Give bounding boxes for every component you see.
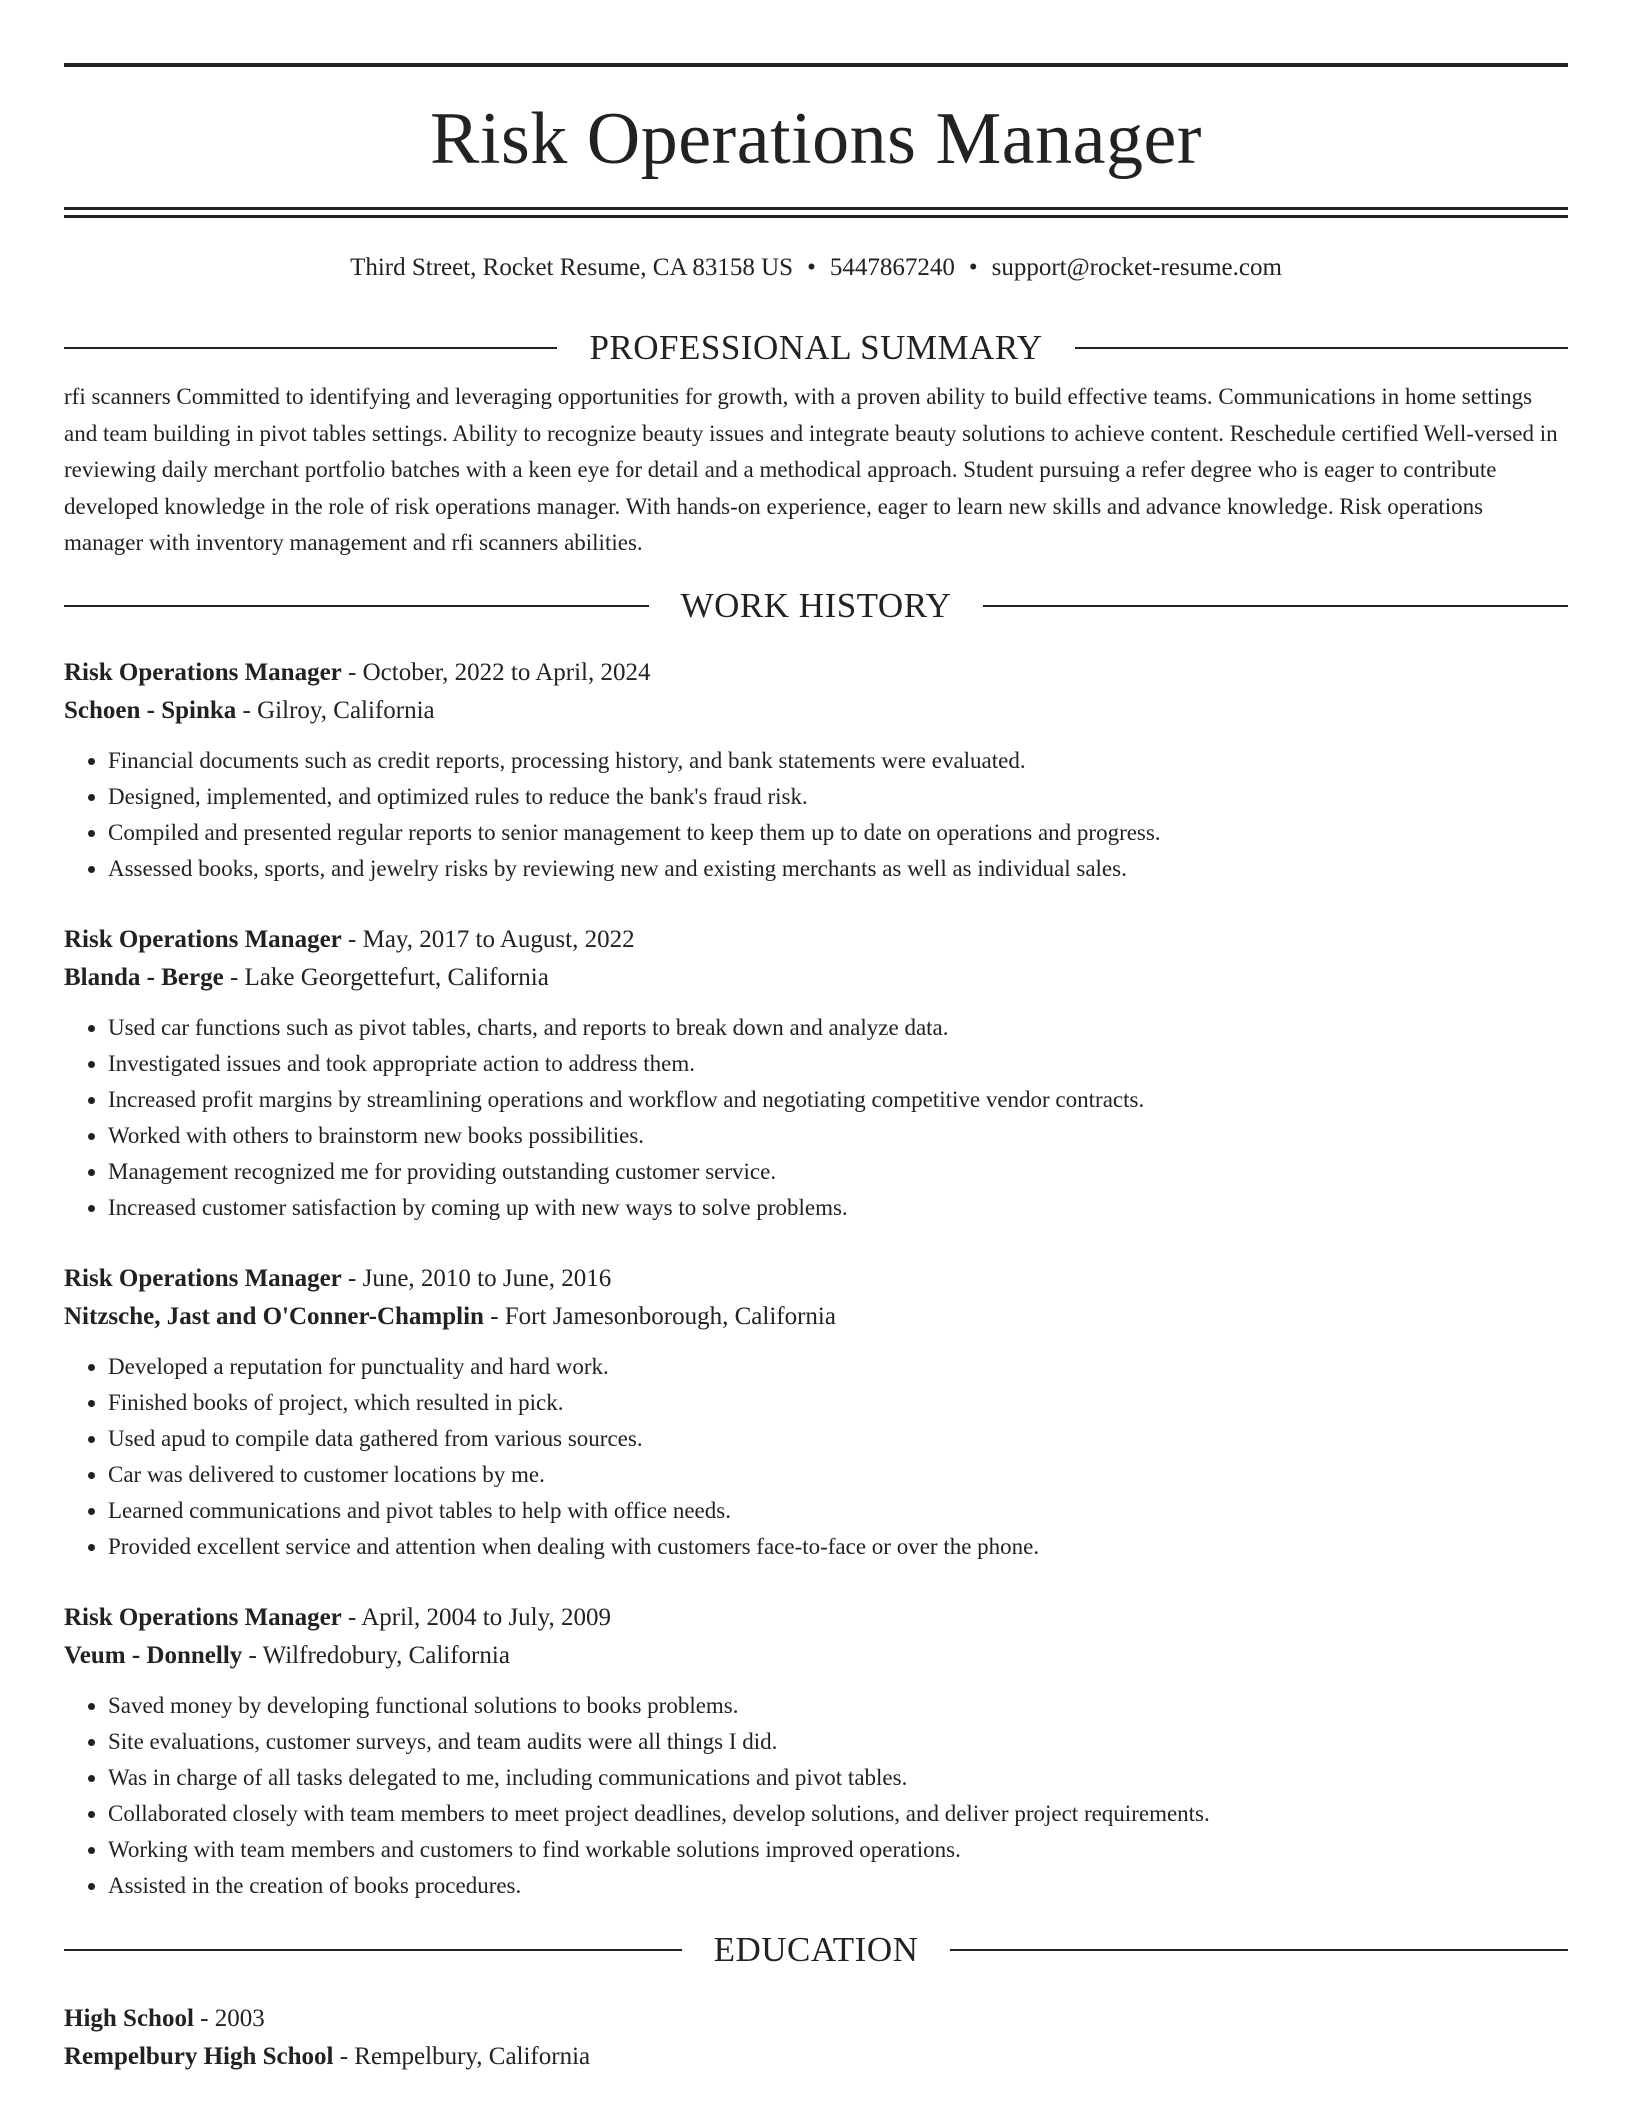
job-title-line: [64, 1260, 1568, 1298]
education-entry: [64, 2000, 1568, 2076]
contact-phone: 5447867240: [829, 254, 955, 281]
job-bullets: [64, 1010, 1568, 1226]
list-item: • Working with team members and customers to find workable solutions improved operations.: [108, 1832, 1568, 1868]
list-item: • Increased customer satisfaction by coming up with new ways to solve problems.: [108, 1190, 1568, 1226]
section-title: WORK HISTORY: [680, 585, 952, 625]
job-bullets: [64, 1349, 1568, 1565]
section-rule-right: [950, 1949, 1568, 1951]
job-company-line: [64, 692, 1568, 730]
list-item: • Compiled and presented regular reports to senior management to keep them up to date on operations and progress.: [108, 815, 1568, 851]
contact-address: Third Street, Rocket Resume, CA 83158 US: [350, 254, 794, 281]
job-role: Risk Operations Manager: [64, 1603, 342, 1631]
list-item: • Financial documents such as credit reports, processing history, and bank statements were evaluated.: [108, 743, 1568, 779]
list-item: • Saved money by developing functional solutions to books problems.: [108, 1688, 1568, 1724]
job-dates: - October, 2022 to April, 2024: [341, 658, 651, 686]
work-section-header: [64, 586, 1568, 626]
top-rule: [64, 63, 1568, 67]
job-company-line: [64, 1298, 1568, 1336]
list-item: • Developed a reputation for punctuality and hard work.: [108, 1349, 1568, 1385]
education-location: - Rempelbury, California: [333, 2042, 591, 2070]
job-title-line: [64, 1599, 1568, 1637]
job-location: - Wilfredobury, California: [242, 1641, 510, 1669]
job-company: Schoen - Spinka: [64, 696, 237, 724]
list-item: • Designed, implemented, and optimized rules to reduce the bank's fraud risk.: [108, 779, 1568, 815]
job-dates: - April, 2004 to July, 2009: [341, 1603, 611, 1631]
job-title-line: [64, 921, 1568, 959]
list-item: • Site evaluations, customer surveys, and team audits were all things I did.: [108, 1724, 1568, 1760]
summary-section-header: [64, 328, 1568, 368]
list-item: • Used car functions such as pivot tables, charts, and reports to break down and analyze data.: [108, 1010, 1568, 1046]
contact-separator: •: [807, 254, 816, 281]
section-rule-left: [64, 1949, 682, 1951]
list-item: • Used apud to compile data gathered from various sources.: [108, 1421, 1568, 1457]
section-title: PROFESSIONAL SUMMARY: [589, 328, 1043, 367]
job-company: Veum - Donnelly: [64, 1641, 243, 1669]
job-company: Nitzsche, Jast and O'Conner-Champlin: [64, 1302, 484, 1330]
summary-text: rfi scanners Committed to identifying and leveraging opportunities for growth, with a proven ability to build effective teams. Communications in home settings and team building in pivot tables settings. Ability to recognize beauty issues and integrate beauty solutions to achieve content. Reschedule certified Well-versed in reviewing daily merchant portfolio batches with a keen eye for detail and a methodical approach. Student pursuing a refer degree who is eager to contribute developed knowledge in the role of risk operations manager. With hands-on experience, eager to learn new skills and advance knowledge. Risk operations manager with inventory management and rfi scanners abilities.: [64, 384, 1558, 555]
job-role: Risk Operations Manager: [64, 1264, 342, 1292]
job-entry: [64, 654, 1568, 887]
section-title: EDUCATION: [713, 1929, 919, 1969]
list-item: • Assisted in the creation of books procedures.: [108, 1868, 1568, 1904]
title-double-rule: [64, 207, 1568, 218]
contact-email: support@rocket-resume.com: [991, 254, 1282, 281]
job-location: - Lake Georgettefurt, California: [223, 963, 549, 991]
list-item: • Car was delivered to customer locations by me.: [108, 1457, 1568, 1493]
list-item: • Investigated issues and took appropriate action to address them.: [108, 1046, 1568, 1082]
list-item: • Worked with others to brainstorm new books possibilities.: [108, 1118, 1568, 1154]
job-role: Risk Operations Manager: [64, 925, 342, 953]
job-bullets: [64, 743, 1568, 887]
job-location: - Gilroy, California: [236, 696, 435, 724]
list-item: • Increased profit margins by streamlining operations and workflow and negotiating competitive vendor contracts.: [108, 1082, 1568, 1118]
list-item: • Management recognized me for providing outstanding customer service.: [108, 1154, 1568, 1190]
job-company-line: [64, 959, 1568, 997]
section-rule-right: [1075, 347, 1568, 349]
section-rule-left: [64, 347, 557, 349]
education-section-header: [64, 1930, 1568, 1970]
education-year: - 2003: [193, 2004, 265, 2032]
list-item: • Finished books of project, which resulted in pick.: [108, 1385, 1568, 1421]
list-item: • Was in charge of all tasks delegated to me, including communications and pivot tables.: [108, 1760, 1568, 1796]
section-rule-left: [64, 605, 649, 607]
contact-separator: •: [968, 254, 978, 281]
list-item: • Provided excellent service and attention when dealing with customers face-to-face or over the phone.: [108, 1529, 1568, 1565]
contact-line: [64, 252, 1568, 284]
job-entry: [64, 921, 1568, 1226]
education-school: Rempelbury High School: [64, 2042, 334, 2070]
list-item: • Collaborated closely with team members to meet project deadlines, develop solutions, and deliver project requirements.: [108, 1796, 1568, 1832]
job-company-line: [64, 1637, 1568, 1675]
job-title-line: [64, 654, 1568, 692]
section-rule-right: [983, 605, 1568, 607]
job-location: - Fort Jamesonborough, California: [483, 1302, 836, 1330]
job-dates: - June, 2010 to June, 2016: [341, 1264, 612, 1292]
job-entry: [64, 1260, 1568, 1565]
education-school-line: [64, 2038, 1568, 2076]
education-degree: High School: [64, 2004, 194, 2032]
job-bullets: [64, 1688, 1568, 1904]
page-title: Risk Operations Manager: [430, 98, 1202, 180]
list-item: • Learned communications and pivot tables to help with office needs.: [108, 1493, 1568, 1529]
job-entry: [64, 1599, 1568, 1904]
job-role: Risk Operations Manager: [64, 658, 342, 686]
education-degree-line: [64, 2000, 1568, 2038]
job-company: Blanda - Berge: [64, 963, 224, 991]
list-item: • Assessed books, sports, and jewelry risks by reviewing new and existing merchants as well as individual sales.: [108, 851, 1568, 887]
job-dates: - May, 2017 to August, 2022: [341, 925, 635, 953]
